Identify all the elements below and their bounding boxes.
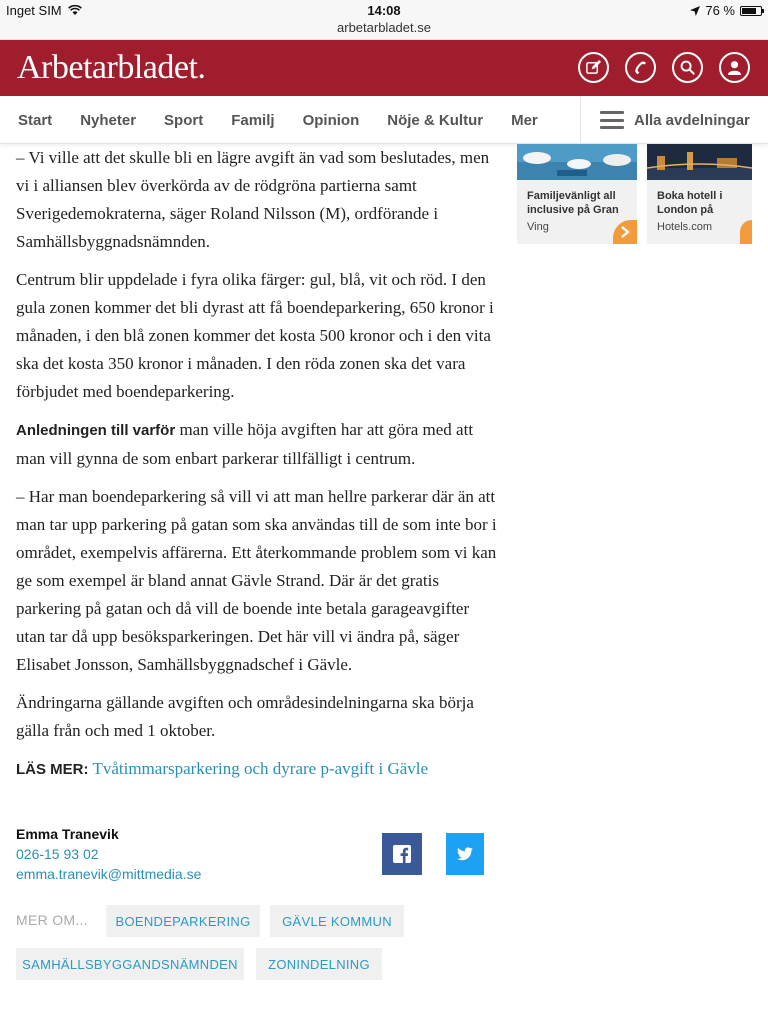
ad-title: Boka hotell i London på (657, 190, 723, 216)
battery-fill (742, 8, 756, 14)
nav-item-familj[interactable]: Familj (231, 111, 275, 129)
facebook-share-button[interactable] (382, 833, 422, 875)
main-nav (0, 96, 768, 144)
nav-divider (580, 96, 581, 144)
tag-boendeparkering[interactable]: BOENDEPARKERING (106, 905, 260, 937)
address-bar[interactable]: arbetarbladet.se (337, 20, 431, 35)
read-more-label: LÄS MER: (16, 761, 89, 778)
nav-item-nyheter[interactable]: Nyheter (80, 111, 137, 129)
chevron-right-icon[interactable] (613, 220, 637, 244)
ad-card-hotels[interactable] (647, 144, 752, 244)
article-body (16, 144, 500, 784)
status-time: 14:08 (367, 3, 401, 18)
status-right (690, 3, 762, 18)
ad-card-ving[interactable] (517, 144, 637, 244)
article-paragraph: – Har man boendeparkering så vill vi att man hellre parkerar där än att man tar upp parkering på gatan som ska användas till de som inte bor i området, exempelvis affärerna. Ett återkommande problem som vi kan ge som exempel är bland annat Gävle Strand. Där är det gratis parkering på gatan och då vill de boende inte betala garageavgifter utan tar då upp besöksparkeringen. Det här vill vi ändra på, säger Elisabet Jonsson, Samhällsbyggnadschef i Gävle. (16, 487, 497, 674)
lead-rest: man ville höja avgiften har att göra med att man vill gynna de som enbart parkerar tillfälligt i centrum. (16, 420, 474, 468)
author-phone[interactable]: 026-15 93 02 (16, 846, 99, 862)
author-name: Emma Tranevik (16, 826, 119, 842)
ad-title: Familjevänligt all inclusive på Gran (527, 190, 619, 216)
author-box (16, 824, 201, 884)
article-paragraph: Ändringarna gällande avgiften och områdesindelningarna ska börja gälla från och med 1 oktober. (16, 693, 474, 740)
tag-samhallsbyggnadsnamnden[interactable]: SAMHÄLLSBYGGANDSNÄMNDEN (16, 948, 244, 980)
hamburger-icon (600, 111, 624, 129)
carrier-label: Inget SIM (6, 3, 62, 18)
read-more-link[interactable]: Tvåtimmarsparkering och dyrare p-avgift i Gävle (92, 759, 429, 778)
user-icon[interactable] (719, 52, 750, 83)
edit-icon[interactable] (578, 52, 609, 83)
article-paragraph: – Vi ville att det skulle bli en lägre avgift än vad som beslutades, men vi i alliansen blev överkörda av de rödgröna partierna samt Sverigedemokraterna, säger Roland Nilsson (M), ordförande i Samhällsbyggnadsnämnden. (16, 148, 490, 251)
twitter-share-button[interactable] (446, 833, 484, 875)
header-icons (578, 52, 750, 83)
all-sections-label: Alla avdelningar (634, 111, 750, 129)
tags-label: MER OM... (16, 912, 88, 928)
twitter-icon (457, 847, 473, 861)
site-header (0, 40, 768, 96)
ad-source: Hotels.com (657, 221, 713, 233)
location-arrow-icon (690, 6, 700, 16)
ad-image-beach (517, 144, 637, 180)
ad-source: Ving (527, 221, 549, 233)
chevron-right-icon[interactable] (740, 220, 752, 244)
tag-gavle-kommun[interactable]: GÄVLE KOMMUN (270, 905, 404, 937)
battery-icon (740, 6, 762, 16)
article-paragraph: Centrum blir uppdelade i fyra olika färger: gul, blå, vit och röd. I den gula zonen kommer det bli dyrast att få boendeparkering, 650 kronor i månaden, i den blå zonen kommer det kosta 500 kronor och i den vita ska det kosta 350 kronor i månaden. I den röda zonen ska det vara förbjudet med boendeparkering. (16, 270, 494, 401)
nav-items (18, 96, 566, 144)
nav-item-mer[interactable]: Mer (511, 111, 538, 129)
status-bar (0, 0, 768, 40)
author-email[interactable]: emma.tranevik@mittmedia.se (16, 866, 202, 882)
nav-item-noje-kultur[interactable]: Nöje & Kultur (387, 111, 484, 129)
site-logo[interactable]: Arbetarbladet. (17, 49, 206, 86)
battery-percent: 76 % (705, 3, 735, 18)
nav-item-start[interactable]: Start (18, 111, 53, 129)
search-icon[interactable] (672, 52, 703, 83)
nav-item-sport[interactable]: Sport (164, 111, 204, 129)
phone-icon[interactable] (625, 52, 656, 83)
tag-zonindelning[interactable]: ZONINDELNING (256, 948, 382, 980)
nav-item-opinion[interactable]: Opinion (302, 111, 360, 129)
article-paragraph-lead (16, 416, 500, 473)
read-more (16, 755, 500, 784)
ad-image-london (647, 144, 752, 180)
facebook-icon (393, 845, 411, 863)
all-sections-button[interactable] (600, 96, 750, 144)
lead-bold: Anledningen till varför (16, 422, 176, 439)
